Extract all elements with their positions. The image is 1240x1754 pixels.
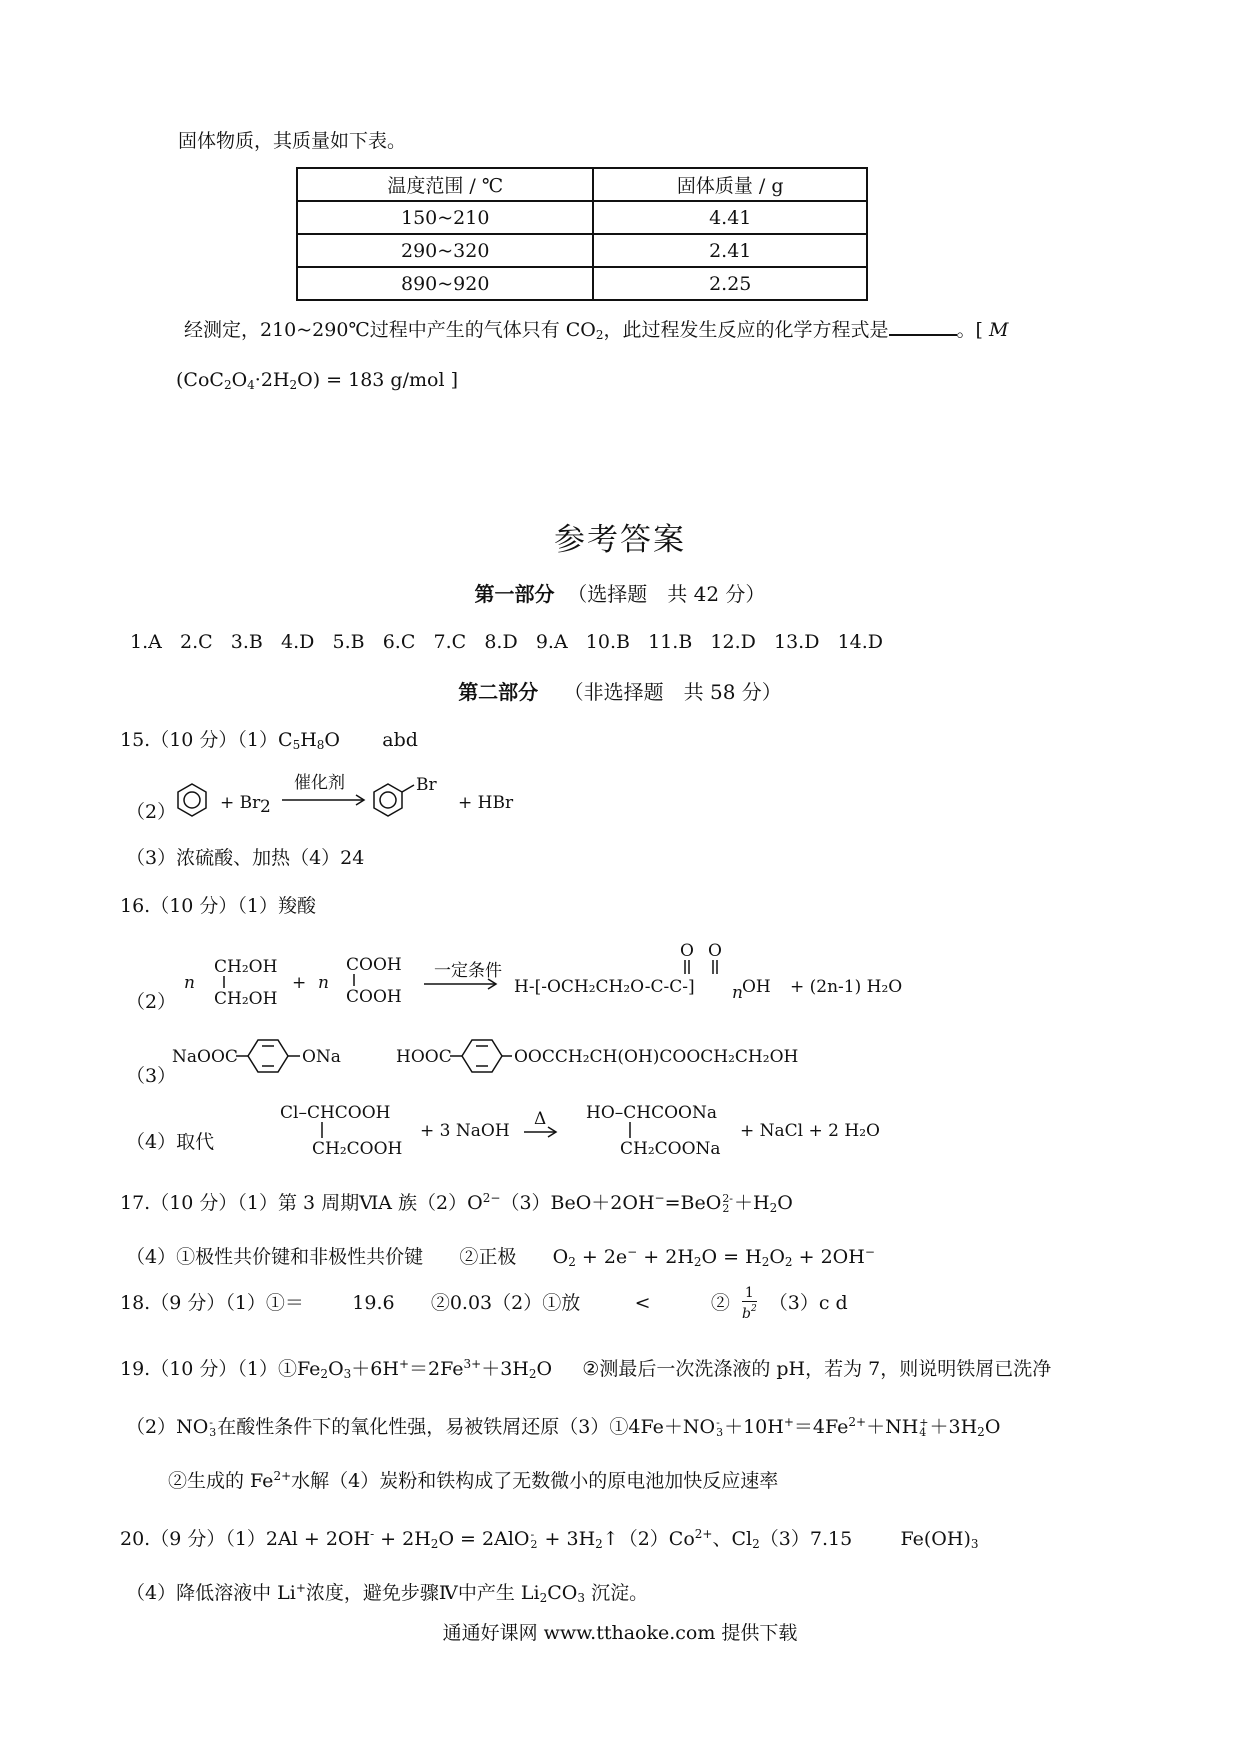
svg-text:CH₂COONa: CH₂COONa	[620, 1139, 721, 1159]
q19-line-3: ②生成的 $Fe^{2+}$水解（4）炭粉和铁构成了无数微小的原电池加快反应速率	[168, 1469, 779, 1492]
cell-temp: 150~210	[297, 201, 593, 234]
footer-download-note: 通通好课网 www.tthaoke.com 提供下载	[442, 1622, 798, 1644]
svg-text:COOH: COOH	[346, 955, 402, 975]
svg-text:+: +	[292, 973, 307, 993]
q15-reaction-scheme	[170, 770, 530, 830]
q16-part2-label: （2）	[126, 991, 177, 1013]
svg-text:OOCCH₂CH(OH)COOCH₂CH₂OH: OOCCH₂CH(OH)COOCH₂CH₂OH	[514, 1047, 799, 1067]
part2-heading: 第二部分 （非选择题 共 58 分）	[458, 680, 782, 704]
q19-line-2: （2）NO - 3 在酸性条件下的氧化性强，易被铁屑还原（3）①4Fe＋NO - 3 $+10H^+=4Fe^{2+}+NH$ + 4 $+3H_2O$	[126, 1415, 1001, 1439]
svg-text:+ (2n-1) H₂O: + (2n-1) H₂O	[790, 977, 903, 997]
question-line-1: 经测定，210~290℃过程中产生的气体只有 $CO_2$，此过程发生反应的化学方程式是 。[ M	[184, 316, 1008, 349]
intro-text: 固体物质，其质量如下表。	[178, 130, 407, 152]
svg-text:催化剂: 催化剂	[294, 773, 345, 793]
table-row	[297, 267, 867, 300]
svg-text:COOH: COOH	[346, 987, 402, 1007]
svg-text:+ HBr: + HBr	[458, 793, 514, 813]
svg-text:H-[-OCH₂CH₂O-C-C-]: H-[-OCH₂CH₂O-C-C-]	[514, 977, 695, 997]
table-row	[297, 201, 867, 234]
svg-text:O: O	[708, 941, 722, 961]
q19-line-1: 19.（10 分）$(1)①Fe_2O_3+6H^+=2Fe^{3+}+3H_2O$ ②测最后一次洗涤液的 pH，若为 7，则说明铁屑已洗净	[120, 1357, 1052, 1381]
svg-text:OH: OH	[742, 977, 771, 997]
svg-text:n: n	[732, 983, 743, 1003]
q16-part3-structures	[168, 1030, 888, 1080]
answer-blank[interactable]	[889, 316, 957, 336]
q17-line-1: 17.（10 分）（1）第 3 周期ⅥA 族$(2)O^{2-}(3)BeO+2OH^-=BeO$ 2- 2 $+H_2O$	[120, 1191, 793, 1215]
q16-line-1: 16.（10 分）（1）羧酸	[120, 895, 317, 917]
q15-line-3: （3）浓硫酸、加热（4）24	[126, 847, 365, 869]
svg-text:CH₂COOH: CH₂COOH	[312, 1139, 403, 1159]
svg-text:+ 3 NaOH: + 3 NaOH	[420, 1121, 510, 1141]
q16-polymerization-scheme	[180, 936, 940, 1016]
q16-part4-reaction	[280, 1094, 920, 1164]
svg-text:+ NaCl + 2 H₂O: + NaCl + 2 H₂O	[740, 1121, 880, 1141]
benzene-ring-icon	[248, 1040, 288, 1072]
q16-part4-label: （4）取代	[126, 1131, 215, 1153]
svg-text:CH₂OH: CH₂OH	[214, 989, 278, 1009]
cell-mass: 4.41	[593, 201, 867, 234]
q15-line-1: 15.（10 分）$(1)C_5H_8O$ abd	[120, 729, 418, 752]
part1-heading: 第一部分 （选择题 共 42 分）	[474, 582, 766, 606]
benzene-ring-icon	[462, 1040, 502, 1072]
q20-line-2: （4）降低溶液中 Li+浓度，避免步骤Ⅳ中产生 $Li_2CO_3$ 沉淀。	[126, 1581, 649, 1605]
fraction: $\frac{1}{b^2}$	[741, 1285, 757, 1322]
header-temperature: 温度范围 / ℃	[297, 168, 593, 201]
cell-temp: 290~320	[297, 234, 593, 267]
q20-line-1: 20.（9 分）$(1)2Al + 2OH^- + 2H_2O = 2AlO$ - 2 + $3H_2↑(2)Co^{2+}$、$Cl_2(3)7.15$ $Fe(OH)_3$	[120, 1527, 979, 1551]
answer-title: 参考答案	[554, 522, 686, 558]
table-row	[297, 234, 867, 267]
svg-text:n: n	[184, 973, 195, 993]
svg-text:NaOOC: NaOOC	[172, 1047, 238, 1067]
svg-text:一定条件: 一定条件	[434, 961, 502, 981]
svg-text:O: O	[680, 941, 694, 961]
q16-part3-label: （3）	[126, 1065, 177, 1087]
mass-table	[296, 167, 868, 301]
svg-text:+ Br: + Br	[220, 793, 261, 813]
table-header-row	[297, 168, 867, 201]
q17-line-2: （4）①极性共价键和非极性共价键 ②正极 $O_2 + 2e^- + 2H_2O = H_2O_2 + 2OH^-$	[126, 1245, 875, 1269]
svg-text:Δ: Δ	[534, 1109, 547, 1129]
header-mass: 固体质量 / g	[593, 168, 867, 201]
svg-text:HO–CHCOONa: HO–CHCOONa	[586, 1103, 717, 1123]
choices-row: 1.A 2.C 3.B 4.D 5.B 6.C 7.C 8.D 9.A 10.B 11.B 12.D 13.D 14.D	[130, 631, 884, 653]
svg-text:Cl–CHCOOH: Cl–CHCOOH	[280, 1103, 391, 1123]
svg-text:2: 2	[260, 797, 271, 817]
svg-text:HOOC: HOOC	[396, 1047, 452, 1067]
cell-mass: 2.25	[593, 267, 867, 300]
question-line-2: $(CoC_2O_4\cdot 2H_2O) = 183$ g/mol ]	[176, 369, 458, 392]
svg-text:ONa: ONa	[302, 1047, 341, 1067]
svg-text:CH₂OH: CH₂OH	[214, 957, 278, 977]
svg-text:Br: Br	[416, 775, 437, 795]
cell-mass: 2.41	[593, 234, 867, 267]
benzene-ring-icon	[374, 784, 402, 816]
cell-temp: 890~920	[297, 267, 593, 300]
q15-part2-label: （2）	[126, 801, 177, 823]
benzene-ring-icon	[178, 784, 206, 816]
q18-line-1: 18.（9 分）（1）①＝ 19.6 ②0.03（2）①放 < ② $\frac{1}{b^2}$ （3）c d	[120, 1285, 848, 1322]
svg-text:n: n	[318, 973, 329, 993]
